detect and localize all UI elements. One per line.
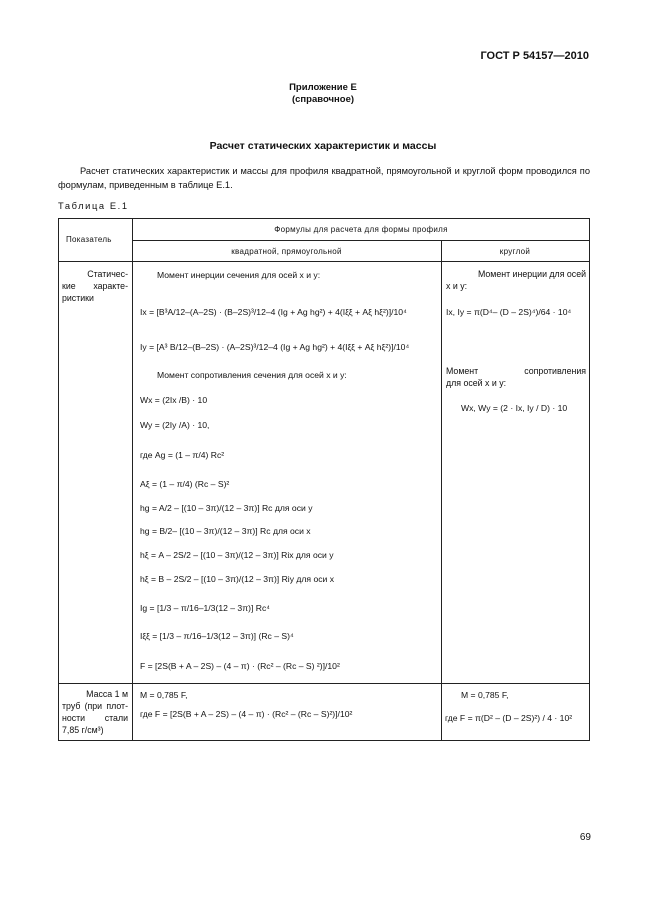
page-number: 69 [579,832,591,843]
mass-round: M = 0,785 F, [461,690,509,700]
formula-wx: Wx = (2Ix /B) · 10 [140,395,208,405]
header-formulas: Формулы для расчета для формы профиля [274,225,448,234]
area-square: где F = [2S(B + A – 2S) – (4 – π) · (Rc² – (Rc – S)²)]/10² [140,709,353,719]
area-round: где F = π(D² – (D – 2S)²) / 4 · 10² [445,713,573,723]
intro-paragraph: Расчет статических характеристик и массы для профиля квадратной, прямоугольной и круглой форм проводился по формулам, приведенным в таблице Е.1. [58,166,590,190]
formula-iy: Iy = [A³ B/12–(B–2S) · (A–2S)³/12–4 (Ig + Ag hg²) + 4(Iξξ + Aξ hξ²)]/10⁴ [140,342,410,352]
formula-wy: Wy = (2Iy /A) · 10, [140,420,210,430]
column-divider-1 [132,218,133,741]
formula-hxi-x: hξ = B – 2S/2 – [(10 – 3π)/(12 – 3π)] Riy для оси x [140,574,335,584]
table-caption: Таблица Е.1 [58,201,129,211]
formula-hg-x: hg = B/2– [(10 – 3π)/(12 – 3π)] Rc для оси x [140,526,311,536]
formula-ixy-round: Ix, Iy = π(D⁴– (D – 2S)⁴)/64 · 10⁴ [446,307,572,317]
header-bottom [58,261,590,262]
table-border-left [58,218,59,741]
standard-number: ГОСТ Р 54157—2010 [480,50,589,62]
formula-ixi: Iξξ = [1/3 – π/16–1/3(12 – 3π)] (Rc – S)⁴ [140,631,294,641]
header-indicator: Показатель [66,235,112,244]
formula-hxi-y: hξ = A – 2S/2 – [(10 – 3π)/(12 – 3π)] Rix для оси y [140,550,334,560]
header-square: квадратной, прямоугольной [231,247,342,256]
formula-hg-y: hg = A/2 – [(10 – 3π)/(12 – 3π)] Rc для оси y [140,503,313,513]
mass-square: M = 0,785 F, [140,690,188,700]
formula-ig: Ig = [1/3 – π/16–1/3(12 – 3π)] Rc⁴ [140,603,270,613]
header-divider [132,240,590,241]
section-title: Расчет статических характеристик и массы [209,140,437,152]
formula-axi: Aξ = (1 – π/4) (Rc – S)² [140,479,230,489]
table-border-right [589,218,590,741]
formula-ag: где Ag = (1 – π/4) Rc² [140,450,225,460]
row-divider [58,683,590,684]
inertia-title-round: Момент инерции для осей x и y: [446,269,586,291]
table-border-top [58,218,590,219]
resist-title-square: Момент сопротивления сечения для осей x и y: [157,370,347,380]
appendix-title: Приложение Е [289,82,357,93]
table-border-bottom [58,740,590,741]
appendix-heading [0,82,646,106]
column-divider-2 [441,240,442,741]
resist-title-round: Момент сопротивления для осей x и y: [446,366,586,388]
appendix-subtitle: (справочное) [291,94,355,105]
indicator-static: Статичес- кие характе- ристики [62,269,128,303]
indicator-mass: Масса 1 м труб (при плот- ности стали 7,85 г/см³) [62,689,128,735]
formula-table [58,218,590,741]
formula-ix: Ix = [B³A/12–(A–2S) · (B–2S)³/12–4 (Ig + Ag hg²) + 4(Iξξ + Aξ hξ²)]/10⁴ [140,307,407,317]
formula-f-static: F = [2S(B + A – 2S) – (4 – π) · (Rc² – (Rc – S) ²)]/10² [140,661,340,671]
inertia-title-square: Момент инерции сечения для осей x и y: [157,270,321,280]
formula-wxy-round: Wx, Wy = (2 · Ix, Iy / D) · 10 [461,403,568,413]
header-round: круглой [499,247,531,256]
